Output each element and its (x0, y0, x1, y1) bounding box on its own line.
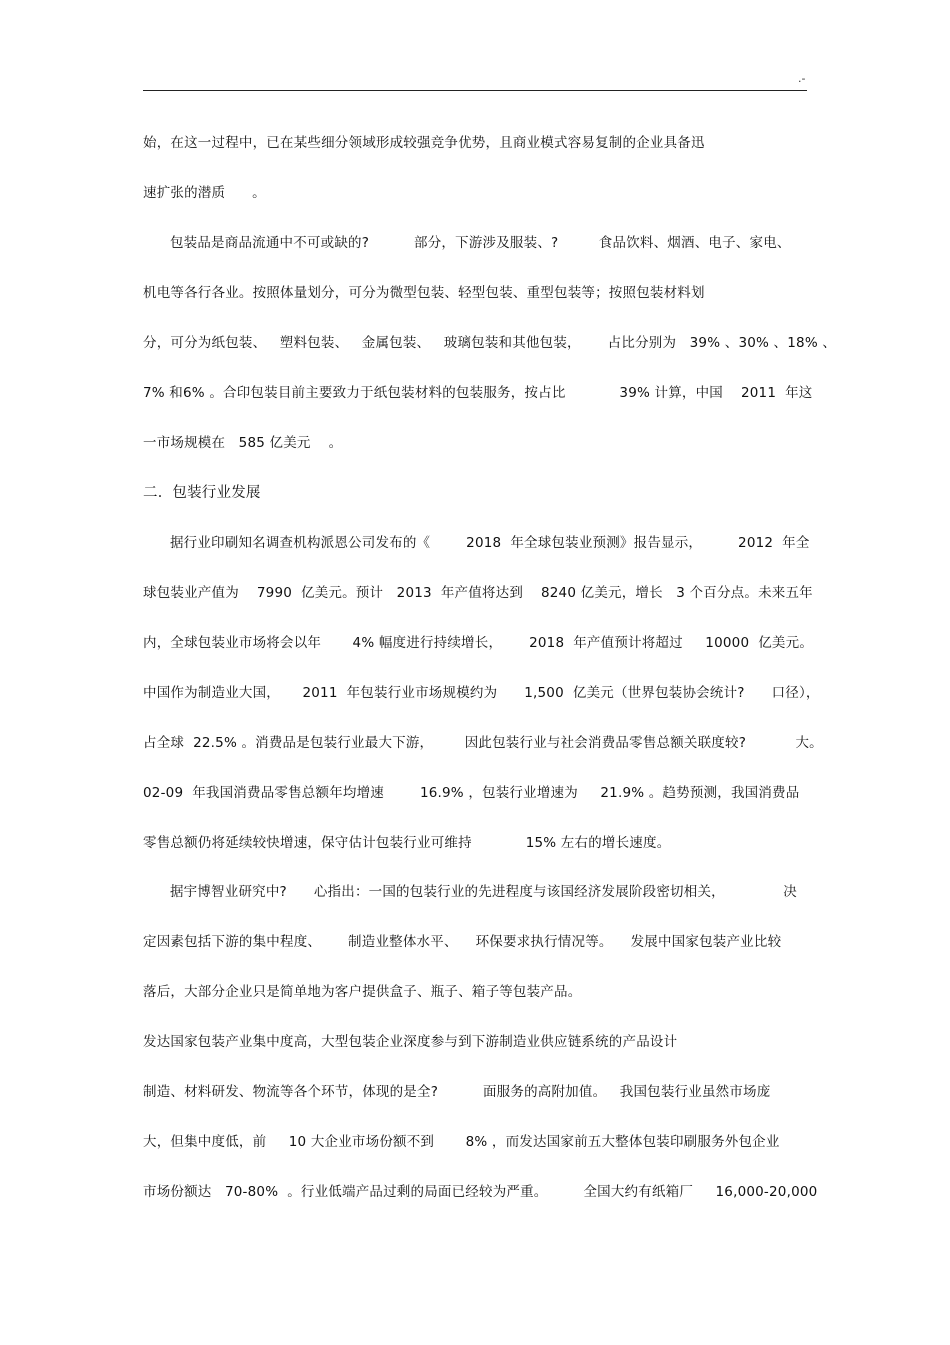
text-line: 大，但集中度低，前 10 大企业市场份额不到 8% ，而发达国家前五大整体包装印刷服务外包企业 (143, 1134, 780, 1150)
text-line: 02-09 年我国消费品零售总额年均增速 16.9% ，包装行业增速为 21.9% 。趋势预测，我国消费品 (143, 785, 800, 801)
text-line: 球包装业产值为 7990 亿美元。预计 2013 年产值将达到 8240 亿美元，增长 3 个百分点。未来五年 (143, 585, 813, 601)
text-line: 一市场规模在 585 亿美元 。 (143, 435, 343, 451)
section-heading: 二．包装行业发展 (143, 485, 261, 501)
text-line: 占全球 22.5% 。消费品是包装行业最大下游， 因此包装行业与社会消费品零售总额关联度较? 大。 (143, 735, 823, 751)
text-line: 中国作为制造业大国， 2011 年包装行业市场规模约为 1,500 亿美元（世界包装协会统计? 口径）， (143, 685, 820, 701)
header-rule (143, 90, 807, 91)
page-header-mark: .- (798, 72, 806, 85)
text-line: 制造、材料研发、物流等各个环节，体现的是全? 面服务的高附加值。 我国包装行业虽然市场庞 (143, 1084, 771, 1100)
text-line: 据行业印刷知名调查机构派恩公司发布的《 2018 年全球包装业预测》报告显示， 2012 年全 (143, 535, 810, 551)
text-line: 分，可分为纸包装、 塑料包装、 金属包装、 玻璃包装和其他包装， 占比分别为 39% 、30% 、18% 、 (143, 335, 837, 351)
text-line: 市场份额达 70-80% 。行业低端产品过剩的局面已经较为严重。 全国大约有纸箱厂 16,000-20,000 (143, 1184, 818, 1200)
text-line: 发达国家包装产业集中度高，大型包装企业深度参与到下游制造业供应链系统的产品设计 (143, 1034, 678, 1050)
text-line: 速扩张的潜质 。 (143, 185, 266, 201)
text-line: 定因素包括下游的集中程度、 制造业整体水平、 环保要求执行情况等。 发展中国家包装产业比较 (143, 934, 782, 950)
text-line: 据宇博智业研究中? 心指出：一国的包装行业的先进程度与该国经济发展阶段密切相关， 决 (143, 884, 797, 900)
text-line: 包装品是商品流通中不可或缺的? 部分，下游涉及服装、? 食品饮料、烟酒、电子、家电、 (143, 235, 791, 251)
text-line: 7% 和6% 。合印包装目前主要致力于纸包装材料的包装服务，按占比 39% 计算，中国 2011 年这 (143, 385, 813, 401)
text-line: 内，全球包装业市场将会以年 4% 幅度进行持续增长， 2018 年产值预计将超过 10000 亿美元。 (143, 635, 814, 651)
text-line: 机电等各行各业。按照体量划分，可分为微型包装、轻型包装、重型包装等；按照包装材料划 (143, 285, 705, 301)
text-line: 零售总额仍将延续较快增速，保守估计包装行业可维持 15% 左右的增长速度。 (143, 835, 671, 851)
text-line: 落后，大部分企业只是简单地为客户提供盒子、瓶子、箱子等包装产品。 (143, 984, 582, 1000)
text-line: 始，在这一过程中，已在某些细分领域形成较强竞争优势，且商业模式容易复制的企业具备迅 (143, 135, 705, 151)
